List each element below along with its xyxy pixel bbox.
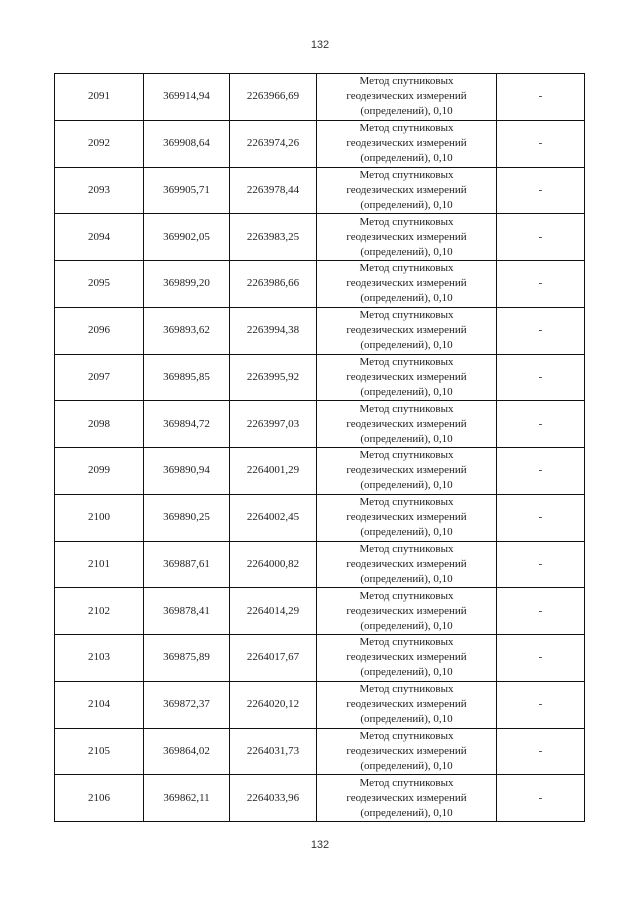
- method-line: (определений), 0,10: [360, 526, 453, 539]
- method-line: Метод спутниковых: [359, 683, 454, 696]
- note-cell: -: [497, 541, 585, 588]
- coordinate-2-cell: 2263966,69: [230, 74, 317, 121]
- coordinate-2-cell: 2264017,67: [230, 635, 317, 682]
- coordinate-2-cell: 2264000,82: [230, 541, 317, 588]
- method-line: (определений), 0,10: [360, 105, 453, 118]
- point-number-cell: 2093: [55, 167, 144, 214]
- point-number-cell: 2091: [55, 74, 144, 121]
- coordinate-2-cell: 2264001,29: [230, 448, 317, 495]
- method-cell: [317, 448, 497, 495]
- point-number-cell: 2105: [55, 728, 144, 775]
- method-line: (определений), 0,10: [360, 806, 453, 819]
- coordinate-1-cell: 369902,05: [144, 214, 230, 261]
- table-row: [55, 167, 585, 214]
- coordinate-1-cell: 369890,25: [144, 494, 230, 541]
- coordinate-1-cell: 369875,89: [144, 635, 230, 682]
- method-cell: [317, 775, 497, 822]
- method-line: (определений), 0,10: [360, 479, 453, 492]
- method-cell: [317, 214, 497, 261]
- table-row: [55, 681, 585, 728]
- coordinate-2-cell: 2264014,29: [230, 588, 317, 635]
- method-line: геодезических измерений: [346, 511, 467, 524]
- method-line: (определений), 0,10: [360, 385, 453, 398]
- method-line: геодезических измерений: [346, 791, 467, 804]
- method-cell: [317, 635, 497, 682]
- point-number-cell: 2099: [55, 448, 144, 495]
- coordinate-2-cell: 2264031,73: [230, 728, 317, 775]
- coordinate-2-cell: 2263983,25: [230, 214, 317, 261]
- method-cell: [317, 401, 497, 448]
- method-line: (определений), 0,10: [360, 339, 453, 352]
- method-line: геодезических измерений: [346, 90, 467, 103]
- method-line: (определений), 0,10: [360, 432, 453, 445]
- coordinate-2-cell: 2263986,66: [230, 261, 317, 308]
- coordinate-1-cell: 369908,64: [144, 120, 230, 167]
- method-line: (определений), 0,10: [360, 759, 453, 772]
- page-number-bottom: 132: [310, 839, 330, 851]
- method-line: геодезических измерений: [346, 557, 467, 570]
- method-line: Метод спутниковых: [359, 262, 454, 275]
- note-cell: -: [497, 401, 585, 448]
- method-line: геодезических измерений: [346, 370, 467, 383]
- note-cell: -: [497, 588, 585, 635]
- coordinate-2-cell: 2263978,44: [230, 167, 317, 214]
- point-number-cell: 2102: [55, 588, 144, 635]
- method-line: геодезических измерений: [346, 698, 467, 711]
- table-row: [55, 635, 585, 682]
- coordinate-1-cell: 369878,41: [144, 588, 230, 635]
- coordinate-2-cell: 2263994,38: [230, 307, 317, 354]
- point-number-cell: 2096: [55, 307, 144, 354]
- coordinate-2-cell: 2263974,26: [230, 120, 317, 167]
- method-cell: [317, 588, 497, 635]
- method-line: Метод спутниковых: [359, 449, 454, 462]
- point-number-cell: 2097: [55, 354, 144, 401]
- method-line: Метод спутниковых: [359, 589, 454, 602]
- table-row: [55, 728, 585, 775]
- method-line: геодезических измерений: [346, 277, 467, 290]
- coordinate-1-cell: 369895,85: [144, 354, 230, 401]
- method-line: геодезических измерений: [346, 604, 467, 617]
- method-line: Метод спутниковых: [359, 215, 454, 228]
- table-row: [55, 261, 585, 308]
- coordinates-table-body: [55, 74, 585, 822]
- method-line: (определений), 0,10: [360, 713, 453, 726]
- coordinate-1-cell: 369893,62: [144, 307, 230, 354]
- page-number-top: 132: [310, 39, 330, 51]
- coordinates-table: [54, 73, 585, 822]
- coordinate-2-cell: 2263995,92: [230, 354, 317, 401]
- method-line: (определений), 0,10: [360, 198, 453, 211]
- method-line: геодезических измерений: [346, 183, 467, 196]
- coordinate-1-cell: 369864,02: [144, 728, 230, 775]
- method-line: геодезических измерений: [346, 417, 467, 430]
- method-line: (определений), 0,10: [360, 245, 453, 258]
- table-row: [55, 354, 585, 401]
- method-line: Метод спутниковых: [359, 122, 454, 135]
- method-line: Метод спутниковых: [359, 776, 454, 789]
- point-number-cell: 2092: [55, 120, 144, 167]
- method-line: Метод спутниковых: [359, 75, 454, 88]
- method-cell: [317, 681, 497, 728]
- table-row: [55, 588, 585, 635]
- point-number-cell: 2094: [55, 214, 144, 261]
- point-number-cell: 2103: [55, 635, 144, 682]
- method-line: геодезических измерений: [346, 464, 467, 477]
- coordinate-1-cell: 369914,94: [144, 74, 230, 121]
- method-line: Метод спутниковых: [359, 402, 454, 415]
- table-row: [55, 214, 585, 261]
- note-cell: -: [497, 120, 585, 167]
- coordinate-1-cell: 369872,37: [144, 681, 230, 728]
- note-cell: -: [497, 74, 585, 121]
- table-row: [55, 401, 585, 448]
- note-cell: -: [497, 775, 585, 822]
- method-line: Метод спутниковых: [359, 309, 454, 322]
- method-line: геодезических измерений: [346, 324, 467, 337]
- table-row: [55, 494, 585, 541]
- method-line: геодезических измерений: [346, 230, 467, 243]
- table-row: [55, 448, 585, 495]
- coordinate-2-cell: 2264033,96: [230, 775, 317, 822]
- point-number-cell: 2098: [55, 401, 144, 448]
- method-line: геодезических измерений: [346, 137, 467, 150]
- note-cell: -: [497, 681, 585, 728]
- method-line: (определений), 0,10: [360, 292, 453, 305]
- coordinate-2-cell: 2264020,12: [230, 681, 317, 728]
- coordinate-1-cell: 369887,61: [144, 541, 230, 588]
- method-cell: [317, 494, 497, 541]
- method-cell: [317, 354, 497, 401]
- method-cell: [317, 541, 497, 588]
- point-number-cell: 2100: [55, 494, 144, 541]
- method-line: Метод спутниковых: [359, 355, 454, 368]
- coordinate-1-cell: 369905,71: [144, 167, 230, 214]
- table-row: [55, 307, 585, 354]
- method-line: (определений), 0,10: [360, 152, 453, 165]
- coordinate-1-cell: 369890,94: [144, 448, 230, 495]
- point-number-cell: 2106: [55, 775, 144, 822]
- method-line: геодезических измерений: [346, 651, 467, 664]
- method-line: Метод спутниковых: [359, 168, 454, 181]
- note-cell: -: [497, 307, 585, 354]
- method-cell: [317, 74, 497, 121]
- point-number-cell: 2095: [55, 261, 144, 308]
- note-cell: -: [497, 448, 585, 495]
- coordinate-2-cell: 2264002,45: [230, 494, 317, 541]
- method-cell: [317, 261, 497, 308]
- method-line: (определений), 0,10: [360, 572, 453, 585]
- coordinate-2-cell: 2263997,03: [230, 401, 317, 448]
- table-row: [55, 775, 585, 822]
- method-line: Метод спутниковых: [359, 542, 454, 555]
- method-cell: [317, 728, 497, 775]
- method-line: Метод спутниковых: [359, 729, 454, 742]
- method-line: Метод спутниковых: [359, 496, 454, 509]
- table-row: [55, 120, 585, 167]
- table-row: [55, 541, 585, 588]
- method-line: (определений), 0,10: [360, 666, 453, 679]
- note-cell: -: [497, 214, 585, 261]
- note-cell: -: [497, 354, 585, 401]
- note-cell: -: [497, 635, 585, 682]
- note-cell: -: [497, 261, 585, 308]
- method-line: геодезических измерений: [346, 744, 467, 757]
- note-cell: -: [497, 728, 585, 775]
- note-cell: -: [497, 167, 585, 214]
- method-cell: [317, 167, 497, 214]
- method-line: (определений), 0,10: [360, 619, 453, 632]
- coordinate-1-cell: 369899,20: [144, 261, 230, 308]
- method-cell: [317, 120, 497, 167]
- point-number-cell: 2101: [55, 541, 144, 588]
- table-row: [55, 74, 585, 121]
- coordinate-1-cell: 369862,11: [144, 775, 230, 822]
- method-line: Метод спутниковых: [359, 636, 454, 649]
- note-cell: -: [497, 494, 585, 541]
- point-number-cell: 2104: [55, 681, 144, 728]
- method-cell: [317, 307, 497, 354]
- coordinate-1-cell: 369894,72: [144, 401, 230, 448]
